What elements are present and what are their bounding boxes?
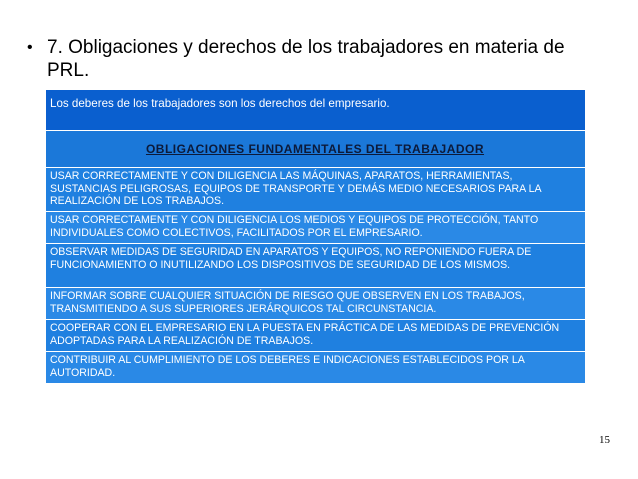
slide-heading [27, 36, 607, 82]
heading-text: 7. Obligaciones y derechos de los trabajadores en materia de PRL. [47, 37, 565, 81]
bullet-icon: • [27, 39, 33, 56]
table-row [46, 288, 586, 320]
table-row [46, 212, 586, 244]
obligations-table [45, 89, 586, 384]
table-title: OBLIGACIONES FUNDAMENTALES DEL TRABAJADOR [145, 141, 485, 156]
intro-cell: Los deberes de los trabajadores son los derechos del empresario. [46, 90, 586, 131]
row-cell: CONTRIBUIR AL CUMPLIMIENTO DE LOS DEBERES E INDICACIONES ESTABLECIDOS POR LA AUTORIDAD. [46, 352, 586, 384]
table-row [46, 352, 586, 384]
row-cell: OBSERVAR MEDIDAS DE SEGURIDAD EN APARATOS Y EQUIPOS, NO REPONIENDO FUERA DE FUNCIONAMIENTO O INUTILIZANDO LOS DISPOSITIVOS DE SEGURIDAD DE LOS MISMOS. [46, 244, 586, 288]
row-cell: INFORMAR SOBRE CUALQUIER SITUACIÓN DE RIESGO QUE OBSERVEN EN LOS TRABAJOS, TRANSMITIENDO A SUS SUPERIORES JERÁRQUICOS TAL CIRCUNSTANCIA. [46, 288, 586, 320]
row-cell: COOPERAR CON EL EMPRESARIO EN LA PUESTA EN PRÁCTICA DE LAS MEDIDAS DE PREVENCIÓN ADOPTADAS PARA LA REALIZACIÓN DE TRABAJOS. [46, 320, 586, 352]
table-intro-row [46, 90, 586, 131]
table-title-row [46, 131, 586, 168]
page-number: 15 [599, 434, 610, 446]
table-row [46, 244, 586, 288]
title-cell [46, 131, 586, 168]
table-row [46, 320, 586, 352]
table-row [46, 168, 586, 212]
row-cell: USAR CORRECTAMENTE Y CON DILIGENCIA LOS MEDIOS Y EQUIPOS DE PROTECCIÓN, TANTO INDIVIDUALES COMO COLECTIVOS, FACILITADOS POR EL EMPRESARIO. [46, 212, 586, 244]
row-cell: USAR CORRECTAMENTE Y CON DILIGENCIA LAS MÁQUINAS, APARATOS, HERRAMIENTAS, SUSTANCIAS PELIGROSAS, EQUIPOS DE TRANSPORTE Y DEMÁS MEDIO NECESARIOS PARA LA REALIZACIÓN DE LOS TRABAJOS. [46, 168, 586, 212]
